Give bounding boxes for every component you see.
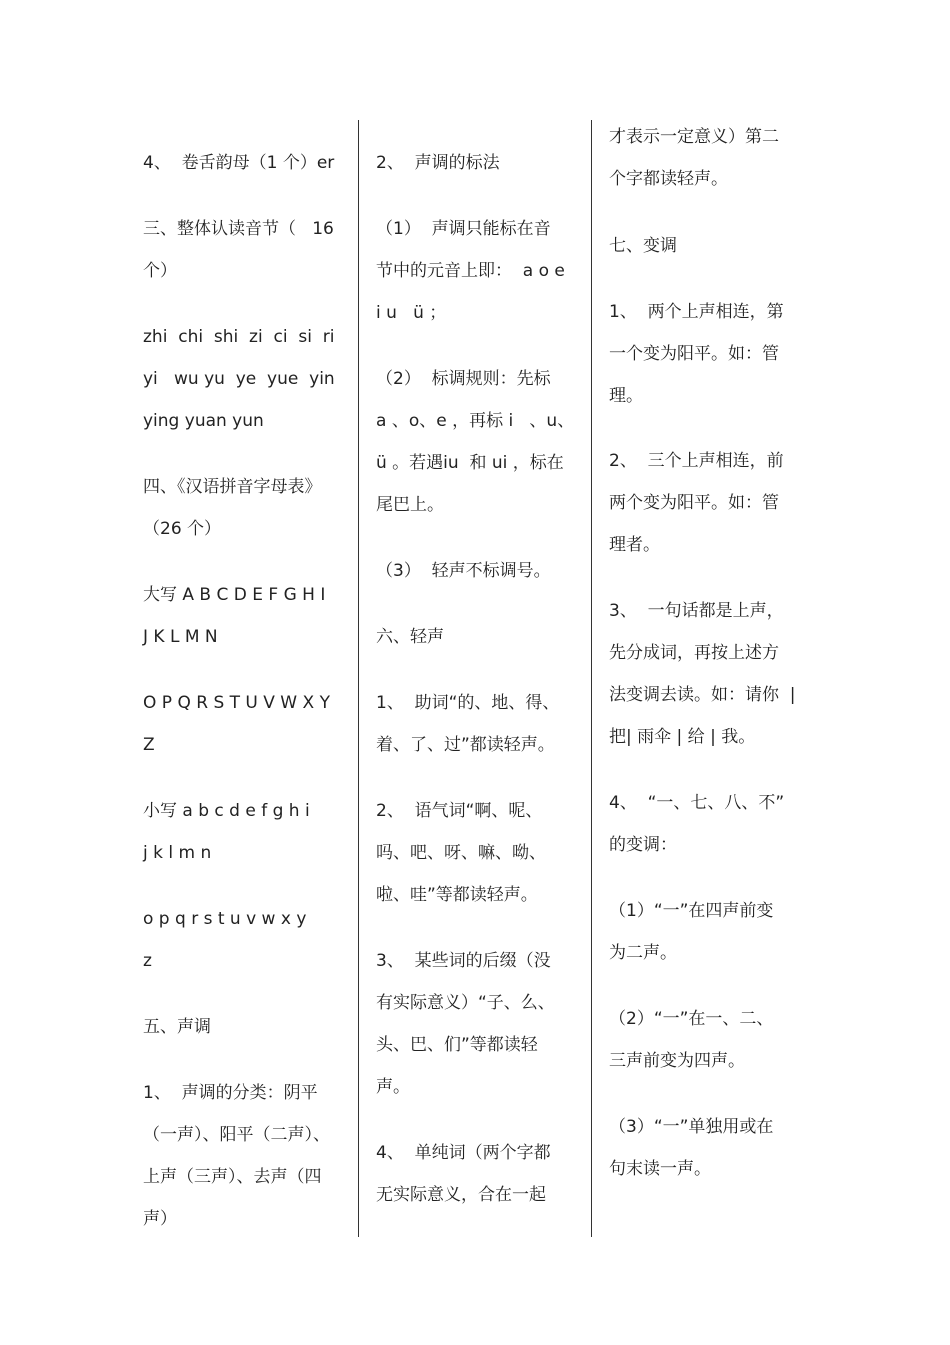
text-line: 为二声。 xyxy=(609,943,677,963)
text-line: 句末读一声。 xyxy=(609,1159,711,1179)
text-line: 声。 xyxy=(376,1077,410,1097)
text-line: 节中的元音上即： a o e xyxy=(376,261,565,281)
lowercase-letters-2 xyxy=(143,898,348,982)
section-3-heading xyxy=(143,208,348,292)
section-7-heading xyxy=(609,225,809,267)
section-6-heading xyxy=(376,616,576,658)
yi-sandhi-rule-1 xyxy=(609,890,809,974)
tone-sandhi-item-4 xyxy=(609,782,809,866)
text-line: 3、 一句话都是上声， xyxy=(609,601,784,621)
text-line: 的变调： xyxy=(609,835,677,855)
tone-sandhi-item-3 xyxy=(609,590,809,758)
column-1 xyxy=(143,0,348,1345)
text-line: J K L M N xyxy=(143,627,218,647)
syllable-list xyxy=(143,316,348,442)
text-line: 1、 两个上声相连，第 xyxy=(609,302,784,322)
text-line: zhi chi shi zi ci si ri xyxy=(143,327,335,347)
text-line: 啦、哇”等都读轻声。 xyxy=(376,885,538,905)
text-line: （1） 声调只能标在音 xyxy=(376,219,551,239)
column-2 xyxy=(376,0,576,1345)
text-line: 六、轻声 xyxy=(376,627,444,647)
text-line: 3、 某些词的后缀（没 xyxy=(376,951,551,971)
tone-sandhi-item-1 xyxy=(609,291,809,417)
text-line: 尾巴上。 xyxy=(376,495,444,515)
tone-sandhi-item-2 xyxy=(609,440,809,566)
text-line: （2） 标调规则：先标 xyxy=(376,369,551,389)
text-line: （2）“一”在一、二、 xyxy=(609,1009,774,1029)
text-line: 2、 三个上声相连，前 xyxy=(609,451,784,471)
text-line: 先分成词，再按上述方 xyxy=(609,643,779,663)
text-line: 有实际意义）“子、么、 xyxy=(376,993,555,1013)
text-line: 大写 A B C D E F G H I xyxy=(143,585,326,605)
text-line: 上声（三声）、去声（四 xyxy=(143,1167,322,1187)
tone-classification xyxy=(143,1072,348,1240)
text-line: a 、o、e ，再标 i 、u、 xyxy=(376,411,575,431)
text-line: 七、变调 xyxy=(609,236,677,256)
text-line: （26 个） xyxy=(143,519,222,539)
tone-marking-rule-1 xyxy=(376,208,576,334)
neutral-tone-item-4 xyxy=(376,1132,576,1216)
text-line: 三声前变为四声。 xyxy=(609,1051,745,1071)
tone-marking-rule-3 xyxy=(376,550,576,592)
text-line: （3）“一”单独用或在 xyxy=(609,1117,774,1137)
text-line: 4、 “一、七、八、不” xyxy=(609,793,785,813)
yi-sandhi-rule-2 xyxy=(609,998,809,1082)
yi-sandhi-rule-3 xyxy=(609,1106,809,1190)
neutral-tone-item-3 xyxy=(376,940,576,1108)
text-line: （3） 轻声不标调号。 xyxy=(376,561,551,581)
tone-marking-rule-2 xyxy=(376,358,576,526)
column-divider-left xyxy=(358,120,359,1237)
text-line: 两个变为阳平。如：管 xyxy=(609,493,779,513)
text-line: 2、 声调的标法 xyxy=(376,153,500,173)
text-line: 理。 xyxy=(609,386,643,406)
text-line: ying yuan yun xyxy=(143,411,264,431)
text-line: Z xyxy=(143,735,155,755)
text-line: 个字都读轻声。 xyxy=(609,169,728,189)
text-line: i u ü ； xyxy=(376,303,447,323)
text-line: 三、整体认读音节（ 16 xyxy=(143,219,334,239)
text-line: O P Q R S T U V W X Y xyxy=(143,693,330,713)
column-3 xyxy=(609,0,809,1345)
text-line: 4、 单纯词（两个字都 xyxy=(376,1143,551,1163)
lowercase-letters-1 xyxy=(143,790,348,874)
text-line: 2、 语气词“啊、呢、 xyxy=(376,801,543,821)
text-line: 1、 声调的分类：阴平 xyxy=(143,1083,318,1103)
section-4-heading xyxy=(143,466,348,550)
text-line: （一声）、阳平（二声）、 xyxy=(143,1125,330,1145)
uppercase-letters-2 xyxy=(143,682,348,766)
text-line: 小写 a b c d e f g h i xyxy=(143,801,310,821)
text-line: 把| 雨伞 | 给 | 我。 xyxy=(609,727,756,747)
tone-marking-heading xyxy=(376,142,576,184)
text-line: j k l m n xyxy=(143,843,212,863)
text-line: 着、了、过”都读轻声。 xyxy=(376,735,555,755)
neutral-tone-item-4-continued xyxy=(609,116,809,200)
column-divider-right xyxy=(591,120,592,1237)
neutral-tone-item-2 xyxy=(376,790,576,916)
text-line: 声） xyxy=(143,1209,177,1229)
section-5-heading xyxy=(143,1006,348,1048)
text-line: 四、《汉语拼音字母表》 xyxy=(143,477,322,497)
neutral-tone-item-1 xyxy=(376,682,576,766)
text-line: 头、巴、们”等都读轻 xyxy=(376,1035,538,1055)
text-line: 吗、吧、呀、嘛、呦、 xyxy=(376,843,546,863)
section-retroflex-final xyxy=(143,142,348,184)
text-line: 个） xyxy=(143,261,177,281)
text-line: yi wu yu ye yue yin xyxy=(143,369,335,389)
text-line: 才表示一定意义）第二 xyxy=(609,127,779,147)
text-line: o p q r s t u v w x y xyxy=(143,909,307,929)
text-line: 五、声调 xyxy=(143,1017,211,1037)
text-line: z xyxy=(143,951,152,971)
text-line: 法变调去读。如：请你 | xyxy=(609,685,796,705)
text-line: 一个变为阳平。如：管 xyxy=(609,344,779,364)
uppercase-letters-1 xyxy=(143,574,348,658)
text-line: 无实际意义，合在一起 xyxy=(376,1185,546,1205)
text-line: （1）“一”在四声前变 xyxy=(609,901,774,921)
text-line: 4、 卷舌韵母（1 个）er xyxy=(143,153,335,173)
text-line: 1、 助词“的、地、得、 xyxy=(376,693,560,713)
text-line: 理者。 xyxy=(609,535,660,555)
text-line: ü 。若遇iu 和 ui ，标在 xyxy=(376,453,564,473)
